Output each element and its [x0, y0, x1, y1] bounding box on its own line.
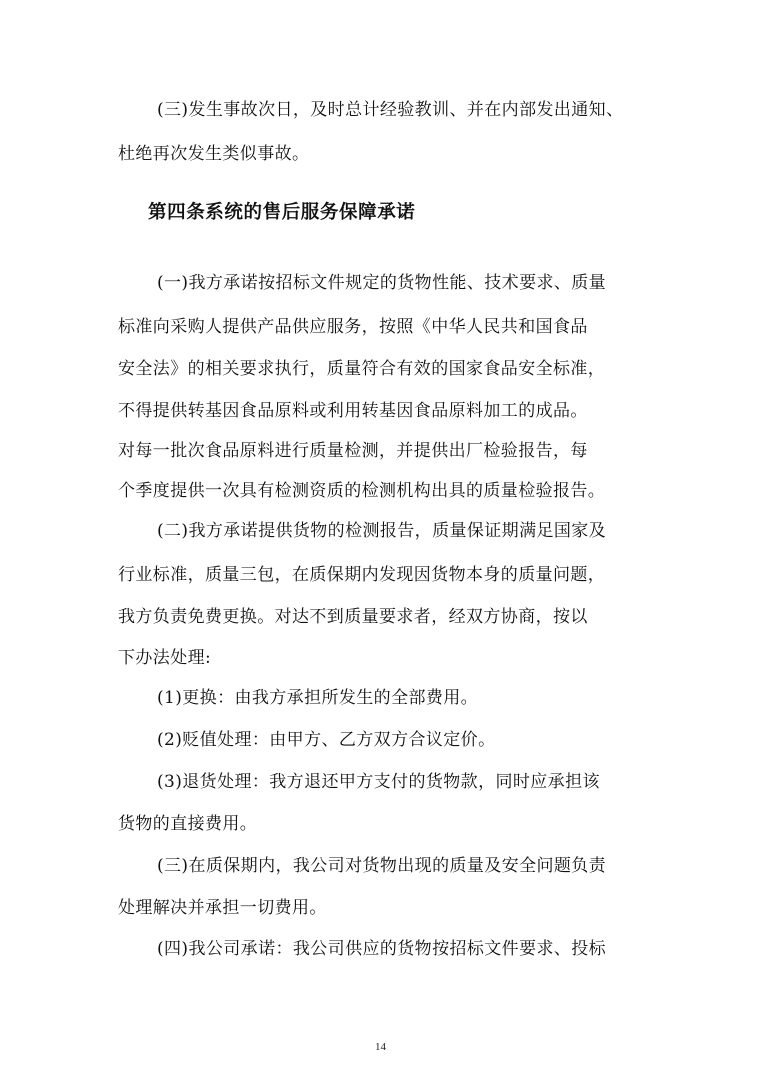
text-line: 行业标准，质量三包，在质保期内发现因货物本身的质量问题，	[118, 565, 606, 585]
text-line: (一)我方承诺按招标文件规定的货物性能、技术要求、质量	[157, 273, 607, 293]
text-line: (三)发生事故次日，及时总计经验教训、并在内部发出通知、	[157, 100, 624, 120]
text-line: 不得提供转基因食品原料或利用转基因食品原料加工的成品。	[118, 401, 588, 421]
list-item: (1)更换：由我方承担所发生的全部费用。	[157, 688, 479, 708]
text-line: 个季度提供一次具有检测资质的检测机构出具的质量检验报告。	[118, 481, 606, 501]
text-line: (三)在质保期内，我公司对货物出现的质量及安全问题负责	[157, 856, 607, 876]
text-line: 对每一批次食品原料进行质量检测，并提供出厂检验报告，每	[118, 441, 588, 461]
text-line: (二)我方承诺提供货物的检测报告，质量保证期满足国家及	[157, 521, 607, 541]
page-number: 14	[375, 1041, 386, 1053]
text-line: (四)我公司承诺：我公司供应的货物按招标文件要求、投标	[157, 939, 607, 959]
text-line: 杜绝再次发生类似事故。	[118, 144, 310, 164]
list-item: (2)贬值处理：由甲方、乙方双方合议定价。	[157, 730, 496, 750]
text-line: 安全法》的相关要求执行，质量符合有效的国家食品安全标准，	[118, 359, 606, 379]
text-line: 标准向采购人提供产品供应服务，按照《中华人民共和国食品	[118, 317, 588, 337]
text-line: 下办法处理:	[118, 648, 212, 668]
text-line: 处理解决并承担一切费用。	[118, 898, 327, 918]
section-heading: 第四条系统的售后服务保障承诺	[148, 202, 416, 223]
text-line: 我方负责免费更换。对达不到质量要求者，经双方协商，按以	[118, 607, 588, 627]
list-item: (3)退货处理：我方退还甲方支付的货物款，同时应承担该	[157, 772, 600, 792]
text-line: 货物的直接费用。	[118, 814, 258, 834]
